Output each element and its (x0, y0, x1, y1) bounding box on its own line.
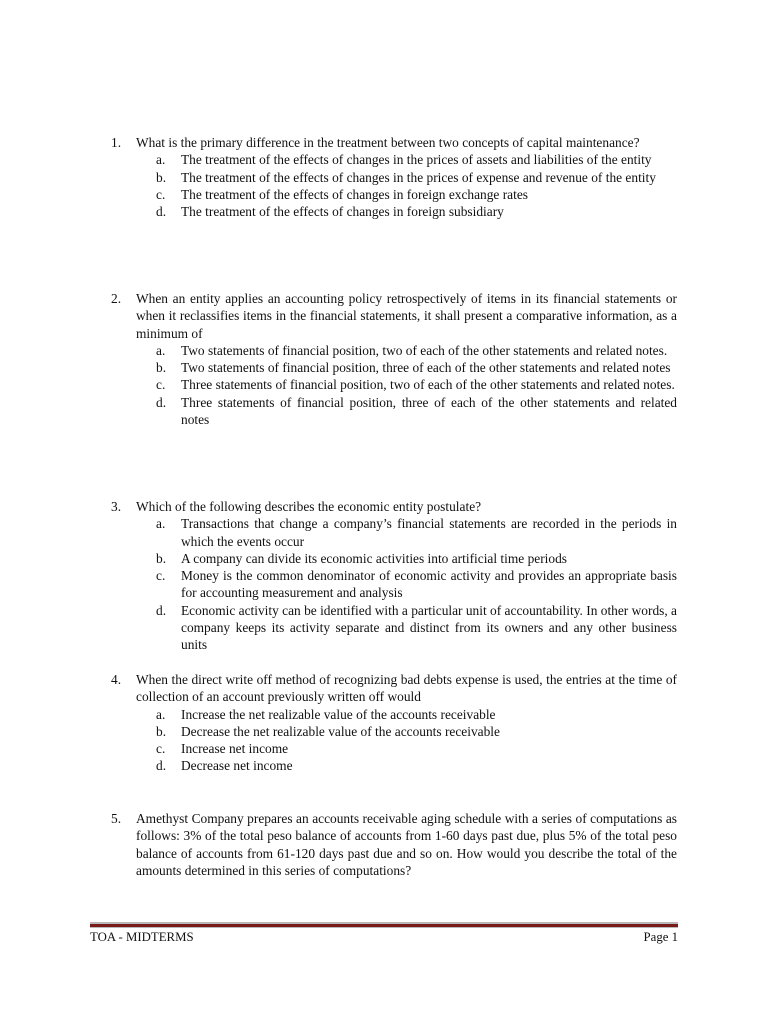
option-letter: c. (156, 377, 166, 393)
option-text: Money is the common denominator of economic activity and provides an appropriate basis for accounting measurement and analysis (181, 568, 677, 601)
option-text: A company can divide its economic activities into artificial time periods (181, 550, 567, 566)
option-text: Transactions that change a company’s financial statements are recorded in the periods in which the events occur (181, 516, 677, 549)
answer-option-b (136, 169, 677, 186)
answer-option-b (136, 359, 677, 376)
question-2 (111, 290, 677, 428)
question-number: 1. (111, 135, 122, 150)
question-text: What is the primary difference in the treatment between two concepts of capital maintenance? (136, 135, 640, 150)
question-4 (111, 671, 677, 775)
option-letter: a. (156, 152, 166, 168)
answer-options (136, 342, 677, 428)
option-letter: d. (156, 602, 167, 618)
answer-option-a (136, 151, 677, 168)
option-letter: a. (156, 516, 166, 532)
option-letter: b. (156, 723, 167, 739)
option-letter: c. (156, 186, 166, 202)
question-5 (111, 810, 677, 879)
answer-options (136, 151, 677, 220)
answer-option-b (136, 550, 677, 567)
option-letter: d. (156, 394, 167, 410)
option-text: Increase the net realizable value of the accounts receivable (181, 706, 496, 722)
answer-option-d (136, 394, 677, 429)
question-text: Amethyst Company prepares an accounts receivable aging schedule with a series of computations as follows: 3% of the total peso balance of accounts from 1-60 days past due, plus 5% of the total peso balance of accounts from 61-120 days past due and so on. How would you describe the total of the amounts determined in this series of computations? (136, 811, 677, 878)
option-letter: b. (156, 169, 167, 185)
footer-course-title: TOA - MIDTERMS (90, 930, 194, 944)
option-text: Increase net income (181, 741, 289, 757)
option-text: The treatment of the effects of changes in the prices of expense and revenue of the entity (181, 169, 656, 185)
answer-option-a (136, 515, 677, 550)
answer-option-c (136, 740, 677, 757)
question-text: Which of the following describes the economic entity postulate? (136, 499, 482, 514)
question-text: When an entity applies an accounting policy retrospectively of items in its financial statements or when it reclassifies items in the financial statements, it shall present a comparative information, as a minimum of (136, 291, 677, 341)
option-letter: a. (156, 342, 166, 358)
option-text: Two statements of financial position, three of each of the other statements and related notes (181, 360, 671, 376)
answer-option-a (136, 706, 677, 723)
option-text: Decrease net income (181, 758, 293, 774)
answer-option-d (136, 203, 677, 220)
answer-option-b (136, 723, 677, 740)
question-number: 2. (111, 291, 122, 306)
option-text: Decrease the net realizable value of the accounts receivable (181, 723, 500, 739)
footer-divider-light (90, 927, 678, 928)
option-text: Economic activity can be identified with a particular unit of accountability. In other words, a company keeps its activity separate and distinct from its owners and any other business units (181, 602, 677, 653)
answer-option-d (136, 757, 677, 774)
option-text: The treatment of the effects of changes in foreign exchange rates (181, 186, 529, 202)
option-letter: b. (156, 550, 167, 566)
question-1 (111, 134, 677, 220)
option-letter: d. (156, 204, 167, 220)
answer-option-c (136, 376, 677, 393)
option-letter: d. (156, 758, 167, 774)
option-text: Three statements of financial position, two of each of the other statements and related notes. (181, 377, 675, 393)
answer-options (136, 706, 677, 775)
footer-page-number: Page 1 (643, 930, 678, 944)
answer-option-a (136, 342, 677, 359)
option-text: The treatment of the effects of changes in foreign subsidiary (181, 204, 504, 220)
answer-option-c (136, 567, 677, 602)
option-text: The treatment of the effects of changes in the prices of assets and liabilities of the entity (181, 152, 652, 168)
question-number: 3. (111, 499, 122, 514)
answer-option-d (136, 602, 677, 654)
question-3 (111, 498, 677, 654)
option-text: Three statements of financial position, three of each of the other statements and related notes (181, 394, 677, 428)
question-number: 5. (111, 811, 122, 826)
option-letter: c. (156, 741, 166, 757)
question-number: 4. (111, 672, 122, 687)
question-text: When the direct write off method of recognizing bad debts expense is used, the entries at the time of collection of an account previously written off would (136, 672, 677, 705)
option-letter: c. (156, 568, 166, 584)
option-letter: b. (156, 360, 167, 376)
answer-options (136, 515, 677, 653)
option-text: Two statements of financial position, two of each of the other statements and related notes. (181, 342, 668, 358)
option-letter: a. (156, 706, 166, 722)
answer-option-c (136, 186, 677, 203)
